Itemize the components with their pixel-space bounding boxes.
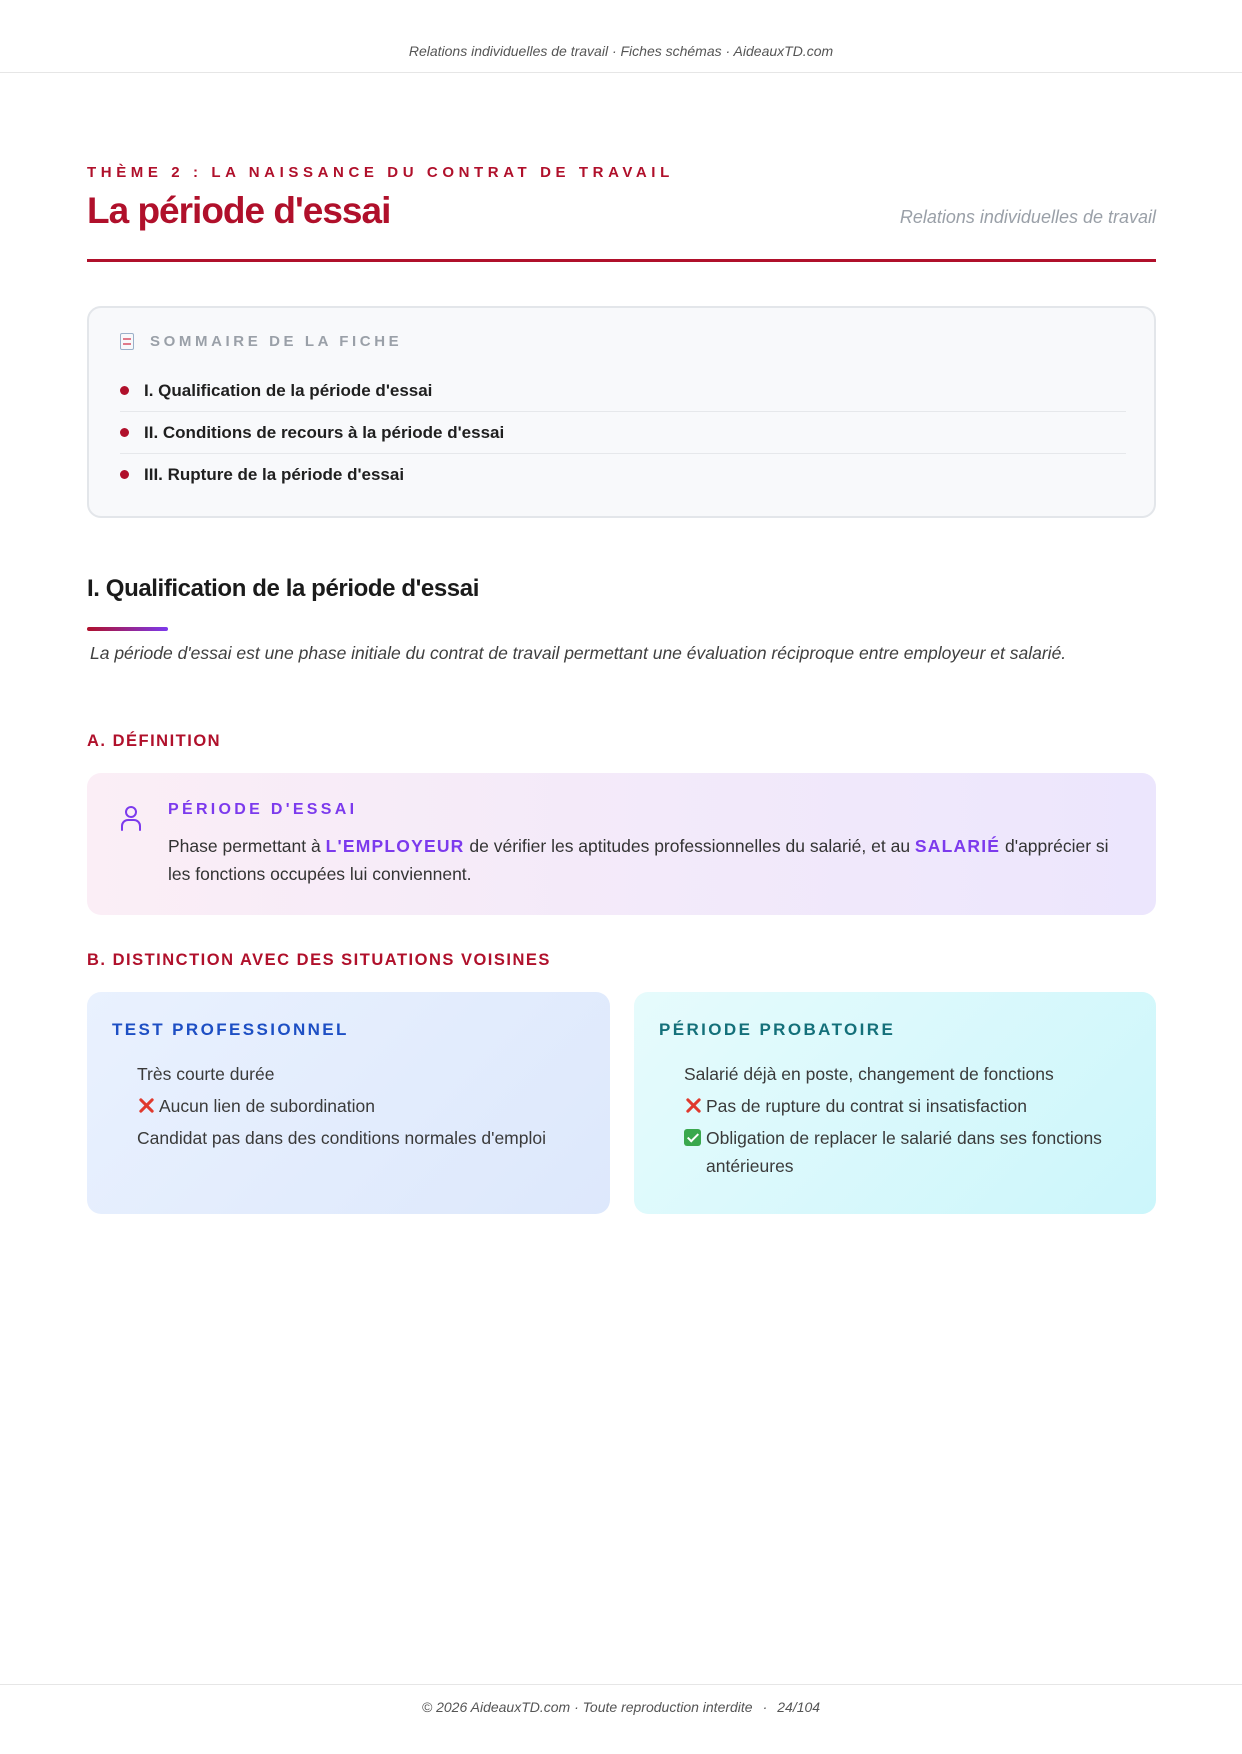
toc-item-2[interactable]: [120, 412, 1126, 454]
subsection-heading-distinction: B. DISTINCTION AVEC DES SITUATIONS VOISINES: [87, 951, 551, 969]
list-item: [684, 1124, 1124, 1180]
toc-list: [120, 370, 1126, 495]
highlight-employer: L'EMPLOYEUR: [325, 836, 465, 856]
running-header: [0, 0, 1242, 73]
footer-separator: ·: [762, 1699, 768, 1715]
list-item-text: Salarié déjà en poste, changement de fonctions: [684, 1064, 1054, 1084]
definition-text-part: de vérifier les aptitudes professionnelles du salarié, et au: [464, 836, 915, 856]
theme-label: THÈME 2 : LA NAISSANCE DU CONTRAT DE TRAVAIL: [87, 164, 674, 181]
page-title: La période d'essai: [87, 190, 391, 231]
table-of-contents: [87, 306, 1156, 518]
page-number: 24/104: [777, 1699, 821, 1715]
page-subtitle: Relations individuelles de travail: [899, 207, 1156, 227]
highlight-employee: SALARIÉ: [914, 836, 1001, 856]
toc-title: SOMMAIRE DE LA FICHE: [150, 333, 403, 350]
list-item-text: Pas de rupture du contrat si insatisfaction: [706, 1096, 1028, 1116]
footer-line: [422, 1699, 820, 1715]
list-item-text: Très courte durée: [137, 1064, 275, 1084]
card-title: PÉRIODE PROBATOIRE: [659, 1020, 896, 1039]
running-footer: [0, 1684, 1242, 1754]
list-item: [137, 1060, 577, 1088]
person-icon: [120, 805, 142, 831]
card-periode-probatoire: [634, 992, 1156, 1214]
list-item-text: Obligation de replacer le salarié dans ses fonctions antérieures: [706, 1128, 1102, 1176]
definition-text-part: Phase permettant à: [168, 836, 326, 856]
card-list: [684, 1060, 1124, 1184]
section-divider: [87, 627, 168, 631]
footer-copyright: © 2026 AideauxTD.com · Toute reproduction interdite: [421, 1699, 753, 1715]
definition-text: [168, 832, 1128, 888]
bookmark-tabs-icon: [120, 333, 134, 350]
card-test-professionnel: [87, 992, 610, 1214]
toc-header: [120, 333, 402, 350]
running-header-text: Relations individuelles de travail · Fiches schémas · AideauxTD.com: [408, 43, 834, 59]
cross-mark-icon: [137, 1097, 154, 1114]
toc-item-1[interactable]: [120, 370, 1126, 412]
definition-text-part: d'apprécier si les fonctions occupées lui conviennent.: [168, 836, 1109, 884]
definition-box: [87, 773, 1156, 915]
list-item: [137, 1124, 577, 1152]
card-list: [137, 1060, 577, 1156]
check-mark-icon: [684, 1129, 701, 1146]
card-title: TEST PROFESSIONNEL: [112, 1020, 349, 1039]
toc-item-label: II. Conditions de recours à la période d'essai: [144, 422, 505, 442]
cross-mark-icon: [684, 1097, 701, 1114]
toc-item-label: III. Rupture de la période d'essai: [144, 464, 405, 484]
section-intro: La période d'essai est une phase initiale du contrat de travail permettant une évaluation réciproque entre employeur et salarié.: [90, 643, 1067, 663]
list-item-text: Aucun lien de subordination: [159, 1096, 375, 1116]
toc-item-label: I. Qualification de la période d'essai: [144, 380, 433, 400]
bullet-icon: [120, 386, 129, 395]
list-item: [137, 1092, 577, 1120]
section-title: I. Qualification de la période d'essai: [87, 575, 479, 602]
toc-item-3[interactable]: [120, 454, 1126, 495]
bullet-icon: [120, 470, 129, 479]
list-item-text: Candidat pas dans des conditions normales d'emploi: [137, 1128, 547, 1148]
list-item: [684, 1060, 1124, 1088]
list-item: [684, 1092, 1124, 1120]
subsection-heading-definition: A. DÉFINITION: [87, 732, 222, 750]
bullet-icon: [120, 428, 129, 437]
title-divider: [87, 259, 1156, 262]
definition-title: PÉRIODE D'ESSAI: [168, 801, 358, 818]
